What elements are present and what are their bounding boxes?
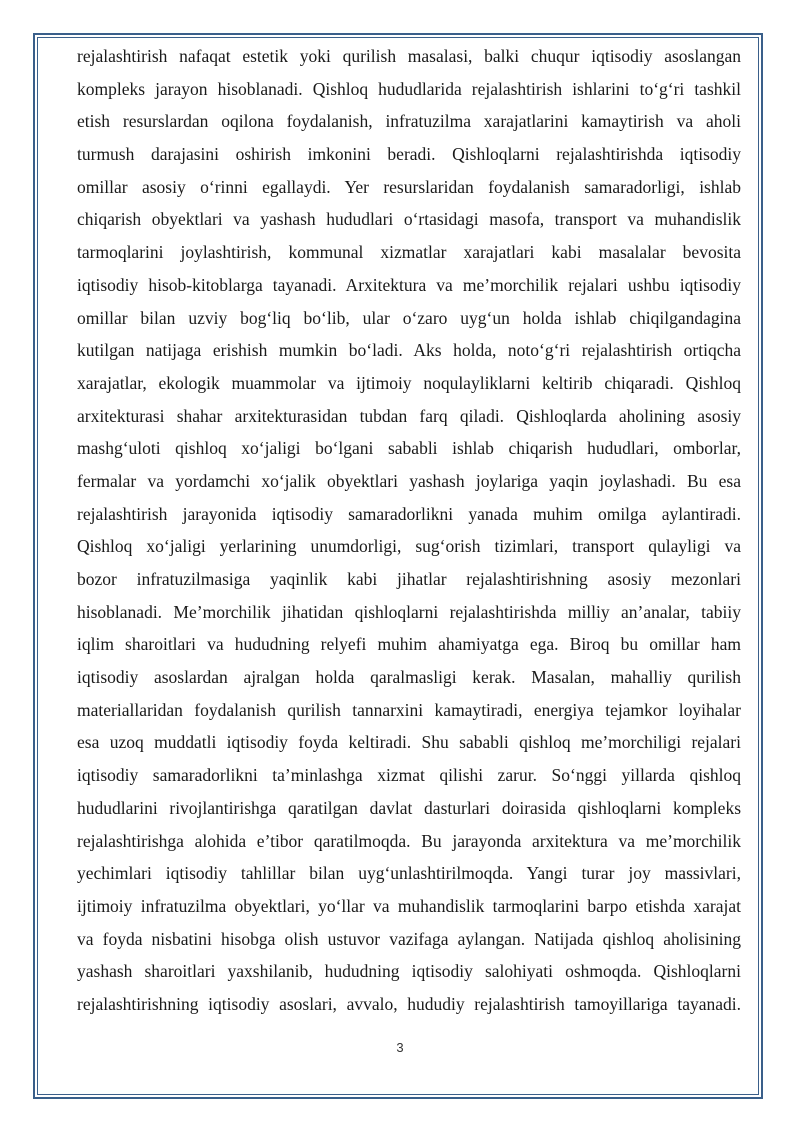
text-line: yechimlari iqtisodiy tahlillar bilan uyg‘unlashtirilmoqda. Yangi turar joy massivlari, (77, 863, 741, 884)
text-line: iqtisodiy samaradorlikni ta’minlashga xizmat qilishi zarur. So‘nggi yillarda qishloq (77, 765, 741, 786)
text-line: Qishloq xo‘jaligi yerlarining unumdorligi, sug‘orish tizimlari, transport qulayligi va (77, 536, 741, 557)
text-line: turmush darajasini oshirish imkonini beradi. Qishloqlarni rejalashtirishda iqtisodiy (77, 144, 741, 165)
text-line: kutilgan natijaga erishish mumkin bo‘ladi. Aks holda, noto‘g‘ri rejalashtirish ortiqcha (77, 340, 741, 361)
text-line: etish resurslardan oqilona foydalanish, infratuzilma xarajatlarini kamaytirish va aholi (77, 111, 741, 132)
text-line: rejalashtirishning iqtisodiy asoslari, avvalo, hududiy rejalashtirish tamoyillariga tayanadi. (77, 993, 741, 1014)
text-line: kompleks jarayon hisoblanadi. Qishloq hududlarida rejalashtirish ishlarini to‘g‘ri tashkil (77, 78, 741, 99)
text-line: hisoblanadi. Me’morchilik jihatidan qishloqlarni rejalashtirishda milliy an’analar, tabiiy (77, 601, 741, 622)
text-line: chiqarish obyektlari va yashash hududlari o‘rtasidagi masofa, transport va muhandislik (77, 209, 741, 230)
text-line: arxitekturasi shahar arxitekturasidan tubdan farq qiladi. Qishloqlarda aholining asosiy (77, 405, 741, 426)
text-line: yashash sharoitlari yaxshilanib, hududning iqtisodiy salohiyati oshmoqda. Qishloqlarni (77, 961, 741, 982)
text-line: rejalashtirishga alohida e’tibor qaratilmoqda. Bu jarayonda arxitektura va me’morchilik (77, 830, 741, 851)
text-line: hududlarini rivojlantirishga qaratilgan davlat dasturlari doirasida qishloqlarni kompleks (77, 797, 741, 818)
text-line: bozor infratuzilmasiga yaqinlik kabi jihatlar rejalashtirishning asosiy mezonlari (77, 569, 741, 589)
text-line: iqtisodiy asoslardan ajralgan holda qaralmasligi kerak. Masalan, mahalliy qurilish (77, 667, 741, 688)
page-number: 3 (396, 1040, 404, 1055)
body-paragraph (77, 40, 741, 1021)
text-line: xarajatlar, ekologik muammolar va ijtimoiy noqulayliklarni keltirib chiqaradi. Qishloq (77, 372, 741, 393)
text-line: esa uzoq muddatli iqtisodiy foyda keltiradi. Shu sababli qishloq me’morchiligi rejalari (77, 732, 741, 753)
text-line: va foyda nisbatini hisobga olish ustuvor vazifaga aylangan. Natijada qishloq aholisining (77, 928, 741, 949)
text-line: mashg‘uloti qishloq xo‘jaligi bo‘lgani sababli ishlab chiqarish hududlari, omborlar, (77, 438, 741, 459)
text-line: tarmoqlarini joylashtirish, kommunal xizmatlar xarajatlari kabi masalalar bevosita (77, 242, 741, 263)
text-line: rejalashtirish nafaqat estetik yoki qurilish masalasi, balki chuqur iqtisodiy asoslangan (77, 46, 741, 66)
text-line: fermalar va yordamchi xo‘jalik obyektlari yashash joylariga yaqin joylashadi. Bu esa (77, 470, 741, 491)
text-line: ijtimoiy infratuzilma obyektlari, yo‘llar va muhandislik tarmoqlarini barpo etishda xarajat (77, 895, 741, 916)
text-line: iqtisodiy hisob-kitoblarga tayanadi. Arxitektura va me’morchilik rejalari ushbu iqtisodiy (77, 274, 741, 295)
text-line: omillar asosiy o‘rinni egallaydi. Yer resurslaridan foydalanish samaradorligi, ishlab (77, 176, 741, 197)
text-line: materiallaridan foydalanish qurilish tannarxini kamaytiradi, energiya tejamkor loyihalar (77, 699, 741, 720)
text-line: omillar bilan uzviy bog‘liq bo‘lib, ular o‘zaro uyg‘un holda ishlab chiqilgandagina (77, 307, 741, 328)
text-line: rejalashtirish jarayonida iqtisodiy samaradorlikni yanada muhim omilga aylantiradi. (77, 503, 741, 524)
text-line: iqlim sharoitlari va hududning relyefi muhim ahamiyatga ega. Biroq bu omillar ham (77, 634, 741, 655)
